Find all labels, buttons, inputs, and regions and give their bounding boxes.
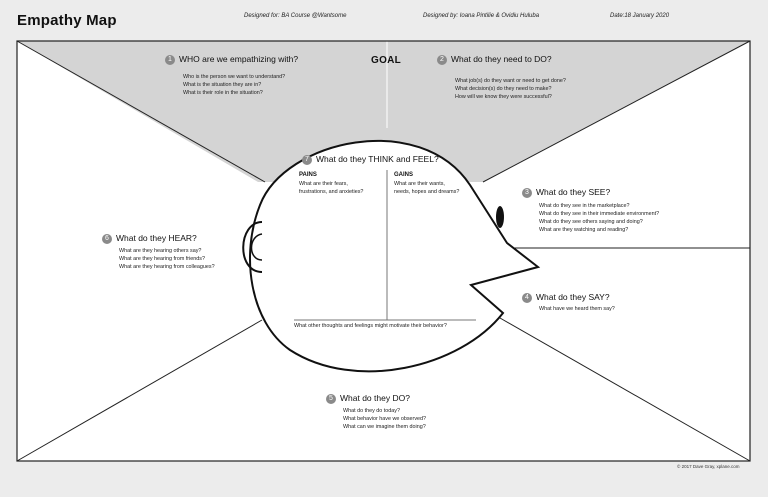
section-say-title — [522, 292, 610, 303]
section-number-badge: 5 — [326, 394, 336, 404]
question-text: What is the situation they are in? — [183, 82, 262, 88]
pains-questions — [299, 180, 363, 196]
question-text: What are their wants, — [394, 181, 445, 187]
page-title: Empathy Map — [17, 12, 117, 29]
other-thoughts-question: What other thoughts and feelings might motivate their behavior? — [294, 323, 447, 329]
question-text: What is their role in the situation? — [183, 90, 263, 96]
section-title-text: What do they HEAR? — [116, 233, 197, 243]
section-hear-title — [102, 233, 197, 244]
gains-label: GAINS — [394, 172, 414, 178]
question-text: What do they see others saying and doing? — [539, 219, 643, 225]
section-title-text: What do they SAY? — [536, 292, 610, 302]
question-text: What behavior have we observed? — [343, 416, 427, 422]
copyright-credit: © 2017 Dave Gray, xplane.com — [677, 464, 740, 469]
question-text: What are their fears, — [299, 181, 348, 187]
pains-label: PAINS — [299, 172, 317, 178]
section-title-text: What do they THINK and FEEL? — [316, 154, 439, 164]
section-title-text: What do they SEE? — [536, 187, 611, 197]
section-title-text: What do they need to DO? — [451, 54, 552, 64]
section-see-questions — [539, 202, 659, 234]
section-title-text: WHO are we empathizing with? — [179, 54, 299, 64]
eye-shape — [496, 206, 504, 228]
date-label: Date:18 January 2020 — [610, 13, 670, 19]
gains-questions — [394, 180, 459, 196]
question-text: What are they watching and reading? — [539, 227, 629, 233]
goal-label: GOAL — [371, 55, 402, 66]
question-text: What do they see in the marketplace? — [539, 203, 630, 209]
question-text: needs, hopes and dreams? — [394, 189, 460, 195]
question-text: What are they hearing from friends? — [119, 256, 205, 262]
question-text: How will we know they were successful? — [455, 94, 552, 100]
section-number-badge: 2 — [437, 55, 447, 65]
designed-for: Designed for: BA Course @Wantsome — [244, 13, 347, 19]
section-do-need-questions — [455, 77, 566, 101]
section-say-questions — [539, 305, 615, 313]
section-see-title — [522, 187, 610, 198]
section-who-title — [165, 54, 298, 65]
question-text: What are they hearing others say? — [119, 248, 202, 254]
question-text: Who is the person we want to understand? — [183, 74, 286, 80]
question-text: What job(s) do they want or need to get done? — [455, 78, 566, 84]
question-text: What have we heard them say? — [539, 306, 615, 312]
section-do-need-title — [437, 54, 552, 65]
section-think-title — [302, 154, 439, 165]
section-number-badge: 6 — [102, 234, 112, 244]
question-text: frustrations, and anxieties? — [299, 189, 364, 195]
question-text: What do they do today? — [343, 408, 400, 414]
section-who-questions — [183, 73, 285, 97]
section-number-badge: 1 — [165, 55, 175, 65]
section-number-badge: 4 — [522, 293, 532, 303]
section-do-questions — [343, 407, 426, 431]
question-text: What do they see in their immediate environment? — [539, 211, 660, 217]
section-number-badge: 7 — [302, 155, 312, 165]
section-title-text: What do they DO? — [340, 393, 410, 403]
question-text: What decision(s) do they need to make? — [455, 86, 552, 92]
section-hear-questions — [119, 247, 215, 271]
designed-by: Designed by: Ioana Pintilie & Ovidiu Huluba — [423, 13, 540, 19]
section-number-badge: 3 — [522, 188, 532, 198]
section-do-title — [326, 393, 410, 404]
question-text: What are they hearing from colleagues? — [119, 264, 215, 270]
question-text: What can we imagine them doing? — [343, 424, 426, 430]
